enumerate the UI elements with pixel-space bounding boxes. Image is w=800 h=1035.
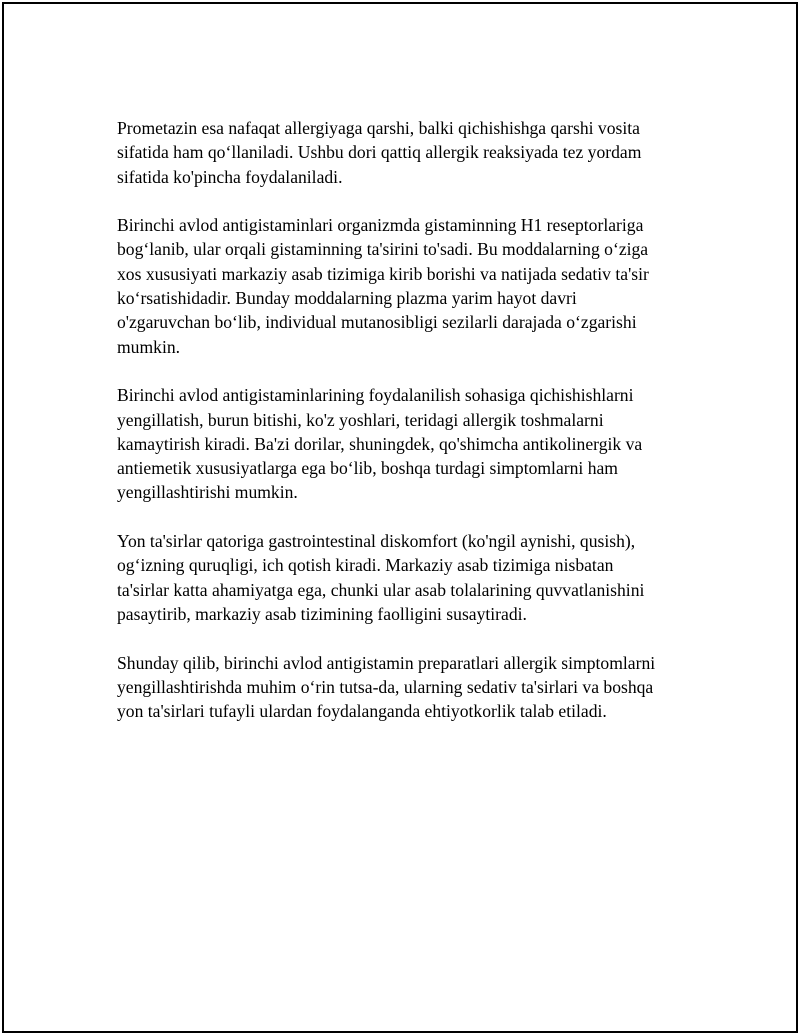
text-line: kamaytirish kiradi. Ba'zi dorilar, shuningdek, qo'shimcha antikolinergik va: [117, 433, 643, 454]
text-line: yengillatish, burun bitishi, ko'z yoshlari, teridagi allergik toshmalarni: [117, 409, 604, 430]
text-line: sifatida ham qo‘llaniladi. Ushbu dori qattiq allergik reaksiyada tez yordam: [117, 142, 642, 163]
paragraph-2: [117, 213, 687, 359]
paragraph-1: [117, 116, 687, 189]
text-line: Birinchi avlod antigistaminlarining foydalanilish sohasiga qichishishlarni: [117, 385, 634, 406]
text-line: o'zgaruvchan bo‘lib, individual mutanosibligi sezilarli darajada o‘zgarishi: [117, 312, 637, 333]
text-line: mumkin.: [117, 336, 181, 357]
text-line: ta'sirlar katta ahamiyatga ega, chunki ular asab tolalarining quvvatlanishini: [117, 579, 645, 600]
text-line: ko‘rsatishidadir. Bunday moddalarning plazma yarim hayot davri: [117, 288, 577, 309]
paragraph-4: [117, 529, 687, 626]
text-line: yengillashtirishi mumkin.: [117, 482, 298, 503]
text-line: yon ta'sirlari tufayli ulardan foydalanganda ehtiyotkorlik talab etiladi.: [117, 701, 607, 722]
text-line: yengillashtirishda muhim o‘rin tutsa-da, ularning sedativ ta'sirlari va boshqa: [117, 676, 654, 697]
text-line: bog‘lanib, ular orqali gistaminning ta'sirini to'sadi. Bu moddalarning o‘ziga: [117, 239, 649, 260]
text-line: Birinchi avlod antigistaminlari organizmda gistaminning H1 reseptorlariga: [117, 215, 644, 236]
document-body: [117, 116, 687, 748]
text-line: xos xususiyati markaziy asab tizimiga kirib borishi va natijada sedativ ta'sir: [117, 263, 649, 284]
text-line: Yon ta'sirlar qatoriga gastrointestinal diskomfort (ko'ngil aynishi, qusish),: [117, 531, 636, 552]
paragraph-5: [117, 651, 687, 724]
text-line: antiemetik xususiyatlarga ega bo‘lib, boshqa turdagi simptomlarni ham: [117, 458, 618, 479]
text-line: sifatida ko'pincha foydalaniladi.: [117, 166, 343, 187]
text-line: Prometazin esa nafaqat allergiyaga qarshi, balki qichishishga qarshi vosita: [117, 118, 640, 138]
text-line: pasaytirib, markaziy asab tizimining faolligini susaytiradi.: [117, 603, 527, 624]
text-line: og‘izning quruqligi, ich qotish kiradi. Markaziy asab tizimiga nisbatan: [117, 555, 614, 576]
paragraph-3: [117, 383, 687, 504]
text-line: Shunday qilib, birinchi avlod antigistamin preparatlari allergik simptomlarni: [117, 652, 656, 673]
